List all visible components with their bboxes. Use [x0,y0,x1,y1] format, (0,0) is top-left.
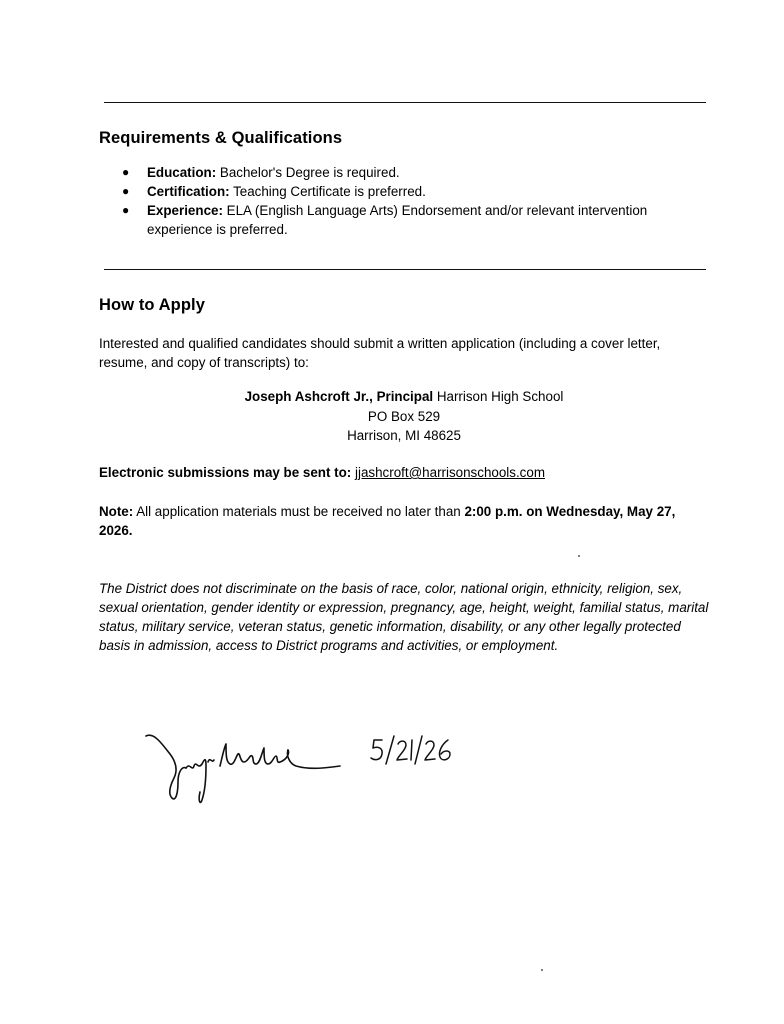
scan-speck [541,969,543,971]
electronic-submission [99,463,709,482]
certification-label: Certification: [147,184,230,199]
signature-date-text: 5/21/26 [368,734,372,735]
note-text: All application materials must be received no later than [133,504,465,519]
middle-divider [104,269,706,270]
po-box: PO Box 529 [367,408,441,424]
note-deadline: 2:00 p.m. on Wednesday, May 27, 2026. [99,504,676,538]
principal-name: Joseph Ashcroft Jr., Principal [244,389,434,404]
apply-intro: Interested and qualified candidates should submit a written application (including a cover letter, resume, and copy of transcripts) to: [99,336,661,370]
certification-text: Teaching Certificate is preferred. [229,184,426,199]
signature-image [140,726,350,806]
bullet-icon: ● [122,203,130,217]
list-item [99,201,699,239]
scan-speck [578,555,580,557]
how-to-apply-heading: How to Apply [99,296,205,314]
list-item [99,163,699,182]
electronic-label: Electronic submissions may be sent to: [99,465,352,480]
school-name: Harrison High School [433,389,564,404]
education-label: Education: [147,165,217,180]
education-text: Bachelor's Degree is required. [216,165,400,180]
non-discrimination-notice: The District does not discriminate on the basis of race, color, national origin, ethnicity, religion, sex, sexual orientation, gender identity or expression, pregnancy, age, height, weight, familial status, marital status, military service, veteran status, genetic information, disability, or any other legally protected basis in admission, access to District programs and activities, or employment. [99,581,709,653]
top-divider [104,102,706,103]
mailing-address [99,387,709,446]
list-item [99,182,699,201]
experience-text: ELA (English Language Arts) Endorsement and/or relevant intervention experience is preferred. [147,203,648,237]
bullet-icon: ● [122,184,130,198]
note-label: Note: [99,504,134,519]
email-link[interactable]: jjashcroft@harrisonschools.com [355,465,545,480]
signature-date [368,734,458,768]
requirements-list [99,163,699,239]
experience-label: Experience: [147,203,223,218]
deadline-note [99,502,709,540]
bullet-icon: ● [122,165,130,179]
requirements-heading: Requirements & Qualifications [99,129,343,147]
city-state-zip: Harrison, MI 48625 [347,428,461,443]
